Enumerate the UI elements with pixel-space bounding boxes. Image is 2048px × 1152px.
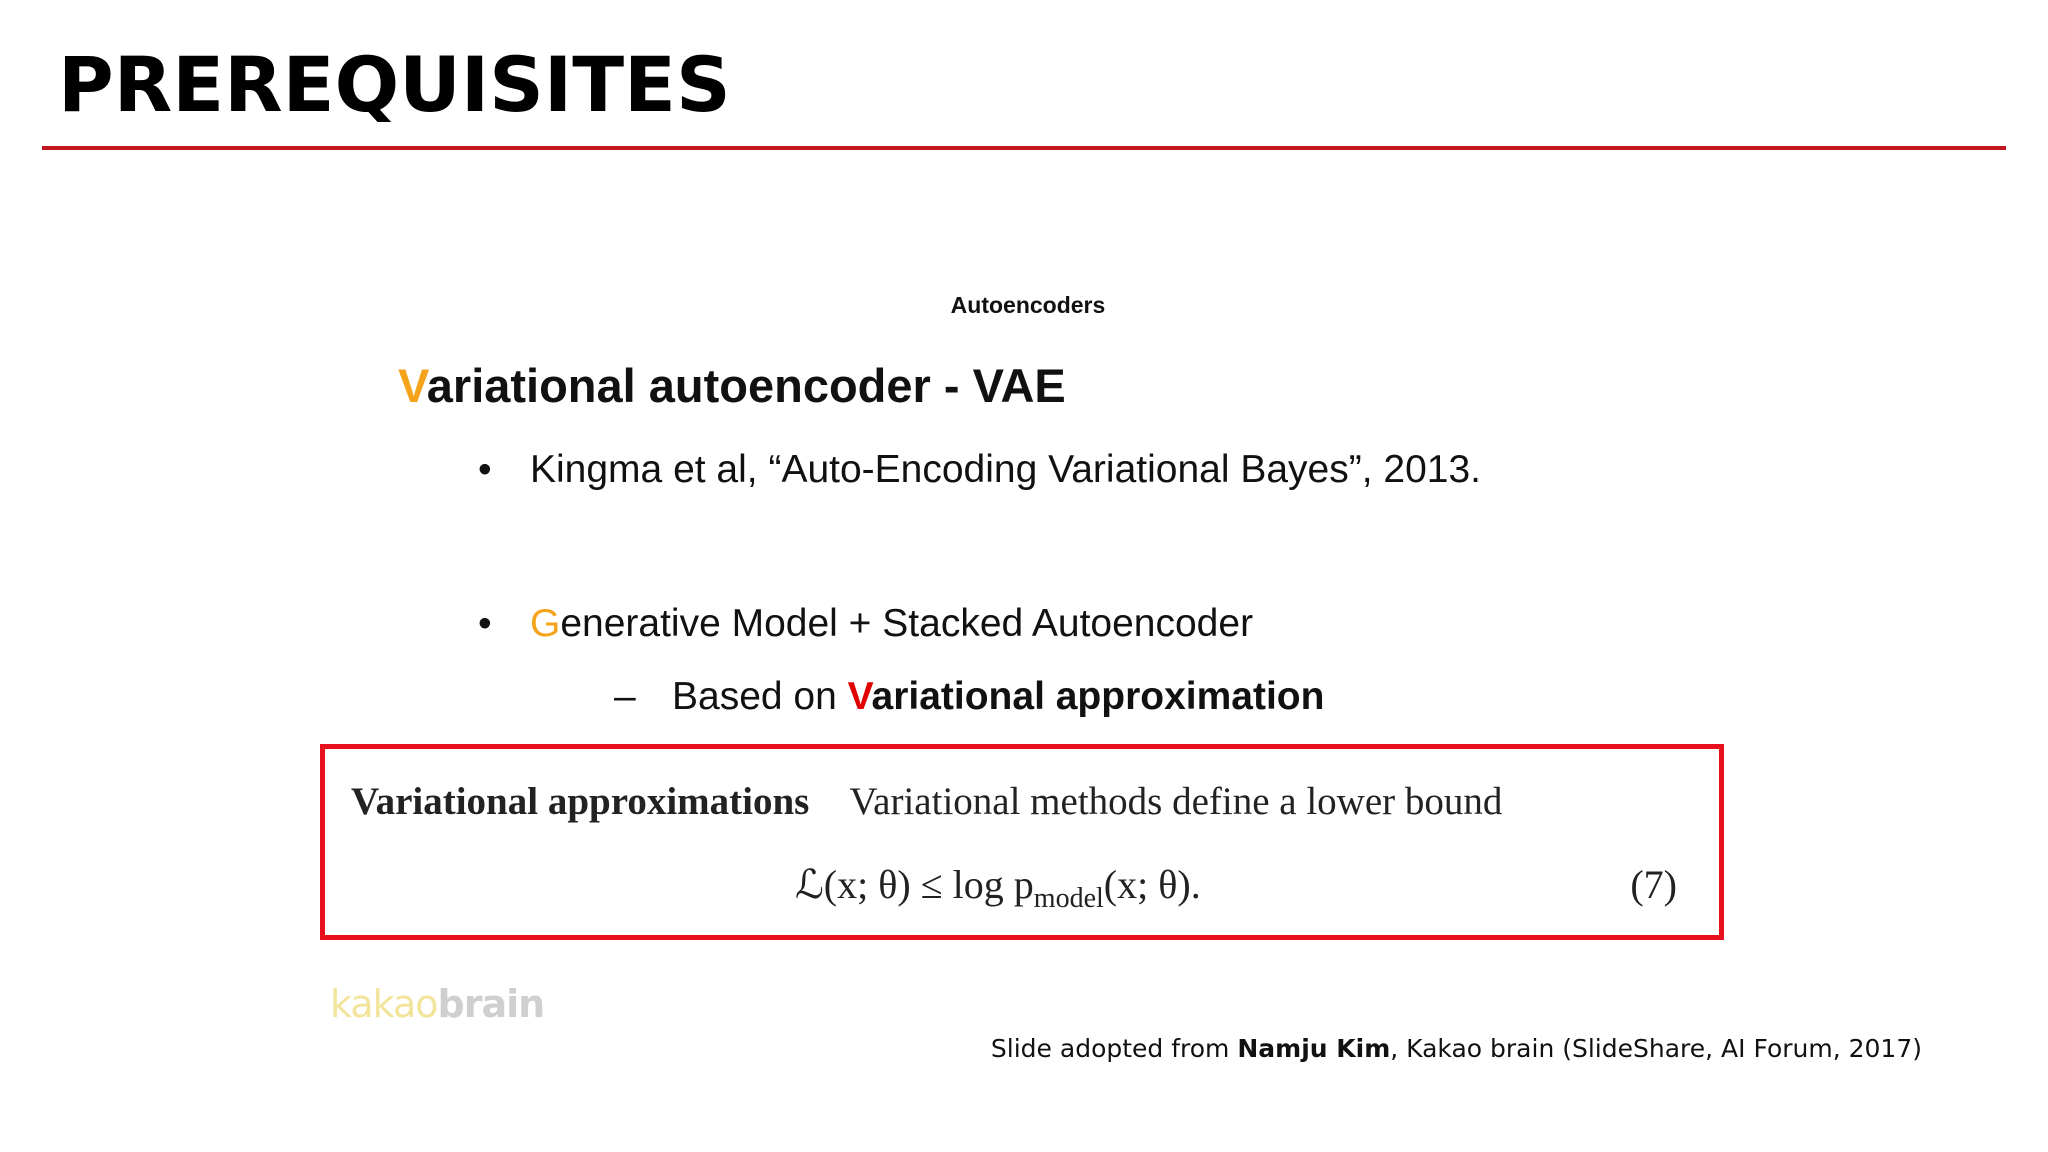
- bullet-generative-model: [478, 602, 1254, 646]
- sub-bullet-marker: –: [614, 675, 636, 718]
- kakaobrain-logo: [330, 982, 544, 1026]
- equation-subscript: model: [1033, 883, 1104, 914]
- credit-author: Namju Kim: [1237, 1034, 1391, 1063]
- logo-brain: brain: [437, 982, 545, 1026]
- slide-credit: [991, 1034, 1922, 1063]
- lower-bound-equation: [795, 861, 1201, 915]
- sub-bullet-initial: V: [847, 675, 872, 718]
- bullet-marker: •: [478, 602, 492, 645]
- sub-bullet-prefix: Based on: [672, 675, 848, 718]
- approx-definition: [351, 779, 1502, 824]
- slide-heading: [398, 358, 1066, 413]
- equation-rhs: (x; θ).: [1103, 862, 1201, 907]
- bullet-text: enerative Model + Stacked Autoencoder: [560, 602, 1254, 645]
- bullet-reference: [478, 448, 1481, 492]
- variational-approximation-box: [320, 744, 1724, 940]
- heading-text: ariational autoencoder - VAE: [426, 359, 1066, 412]
- sub-bullet-emphasis: ariational approximation: [871, 675, 1325, 718]
- logo-kakao: kakao: [330, 982, 438, 1026]
- heading-initial: V: [398, 359, 427, 412]
- approx-term: Variational approximations: [351, 780, 810, 823]
- slide-header: Autoencoders: [950, 292, 1106, 318]
- bullet-initial: G: [530, 602, 561, 645]
- credit-suffix: , Kakao brain (SlideShare, AI Forum, 2017): [1390, 1034, 1922, 1063]
- page-title: PREREQUISITES: [58, 40, 731, 129]
- equation-lhs: ℒ(x; θ) ≤ log p: [795, 862, 1034, 907]
- sub-bullet-variational: [614, 675, 1325, 719]
- bullet-text: Kingma et al, “Auto-Encoding Variational Bayes”, 2013.: [530, 448, 1481, 491]
- title-divider: [42, 146, 2006, 150]
- equation-number: (7): [1630, 862, 1677, 907]
- approx-description: Variational methods define a lower bound: [849, 780, 1503, 823]
- credit-prefix: Slide adopted from: [990, 1034, 1238, 1063]
- bullet-marker: •: [478, 448, 492, 491]
